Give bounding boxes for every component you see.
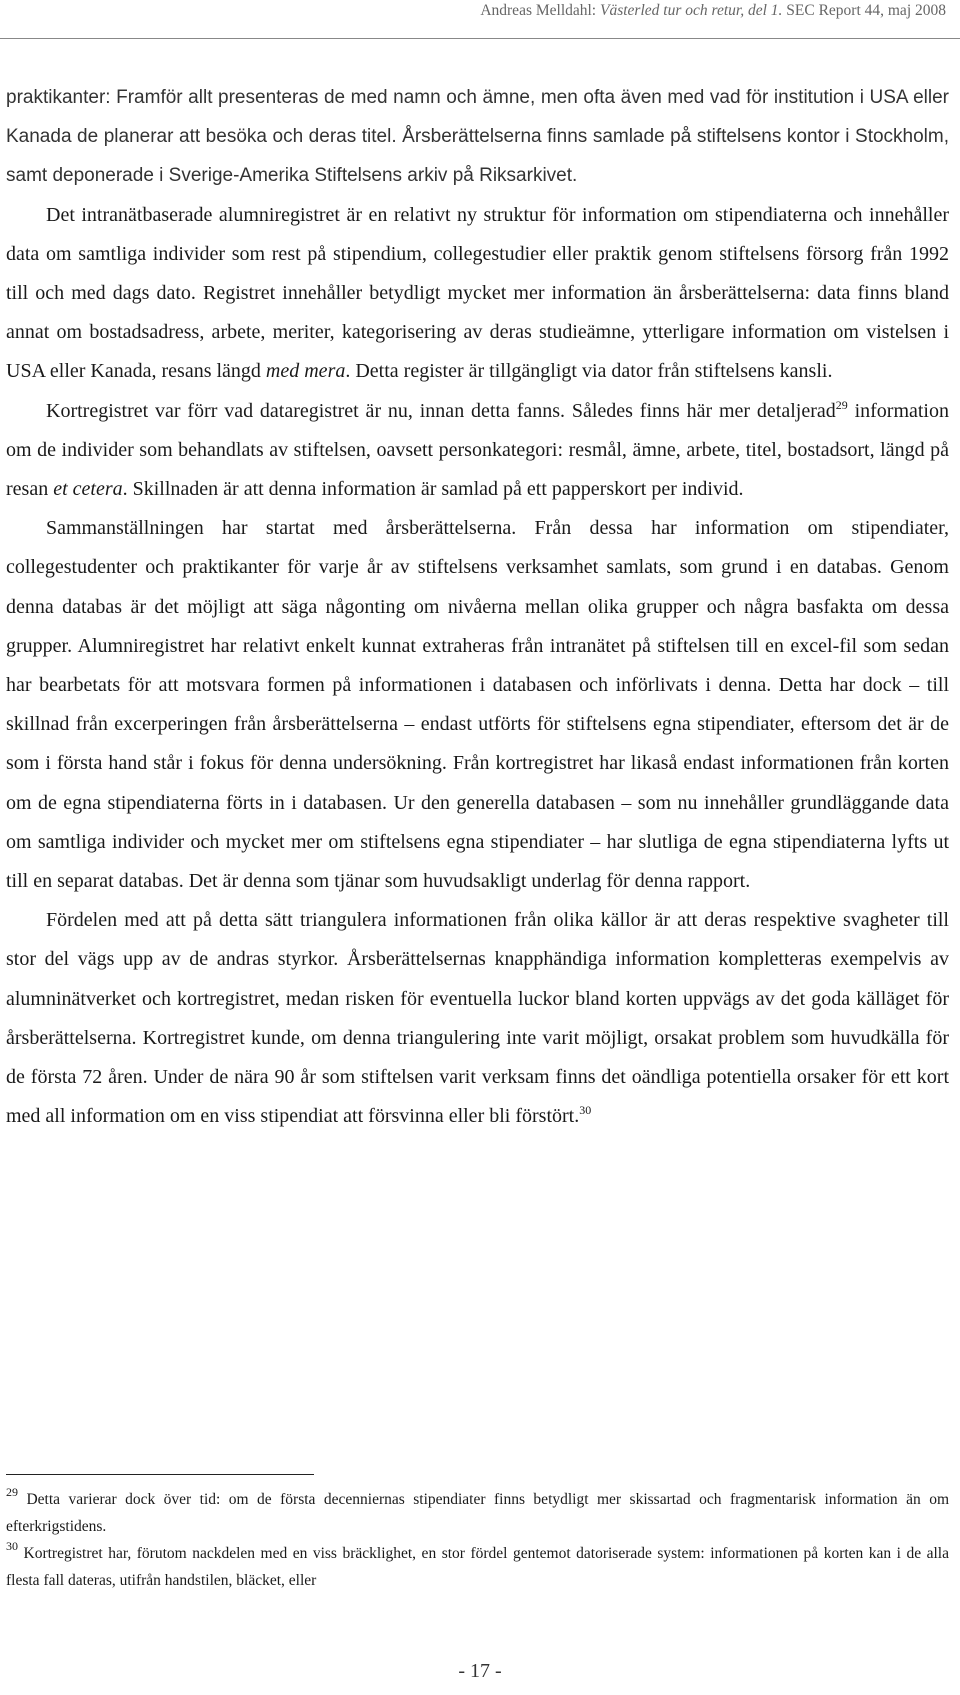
header-title: Västerled tur och retur, del 1. <box>600 2 783 19</box>
paragraph-2-part-b: . Detta register är tillgängligt via dator från stiftelsens kansli. <box>345 360 833 383</box>
footnote-29-number: 29 <box>6 1485 18 1499</box>
paragraph-3-part-b: information om de individer som behandlats av stiftelsen, oavsett personkategori: resmål, ämne, arbete, titel, bostadsort, längd på resan <box>6 399 949 501</box>
footnote-29 <box>6 1486 949 1540</box>
paragraph-2-part-a: Det intranätbaserade alumniregistret är en relativt ny struktur för information om stipendiaterna och innehåller data om samtliga individer som rest på stipendium, collegestudier eller praktik genom stiftelsens försorg från 1992 till och med dags dato. Registret innehåller betydligt mycket mer information än årsberättelserna: data finns bland annat om bostadsadress, arbete, meriter, kategorisering av deras studieämne, ytterligare information om vistelsen i USA eller Kanada, resans längd <box>6 203 949 383</box>
paragraph-3-italic: et cetera <box>53 478 123 501</box>
paragraph-1-part-b: Årsberättelserna finns samlade på stiftelsens kontor i Stockholm, samt deponerade i Sverige-Amerika Stiftelsens arkiv på Riksarkivet. <box>6 126 950 187</box>
header-author: Andreas Melldahl: <box>480 2 600 19</box>
page-number: - 17 - <box>458 1660 502 1682</box>
footnote-30-number: 30 <box>6 1539 18 1553</box>
paragraph-1-part-a: praktikanter: Framför allt presenteras de med namn och ämne, men ofta även med vad för institution i USA eller Kanada de planerar att besöka och deras titel. <box>6 87 949 148</box>
footnote-30 <box>6 1540 949 1594</box>
footnote-ref-30[interactable]: 30 <box>579 1103 592 1118</box>
paragraph-1 <box>6 78 949 196</box>
paragraph-3-part-c: . Skillnaden är att denna information är samlad på ett papperskort per individ. <box>122 478 744 501</box>
paragraph-3 <box>6 392 949 510</box>
running-header <box>480 2 946 20</box>
footnote-29-text: Detta varierar dock över tid: om de första decenniernas stipendiater finns betydligt mer skissartad och fragmentarisk information än om efterkrigstidens. <box>6 1491 949 1535</box>
header-rule <box>0 38 960 39</box>
paragraph-3-part-a: Kortregistret var förr vad dataregistret är nu, innan detta fanns. Således finns här mer detaljerad <box>46 399 836 422</box>
footnote-ref-29[interactable]: 29 <box>835 397 848 412</box>
paragraph-2 <box>6 196 949 392</box>
footnote-30-text: Kortregistret har, förutom nackdelen med en viss bräcklighet, en stor fördel gentemot datoriserade system: informationen på korten kan i de alla flesta fall dateras, utifrån handstilen, bläcket, eller <box>6 1545 949 1589</box>
paragraph-5-text: Fördelen med att på detta sätt triangulera informationen från olika källor är att deras respektive svagheter till stor del vägs upp av de andras styrkor. Årsberättelsernas knapphändiga information kompletteras exempelvis av alumninätverket och kortregistret, medan risken för eventuella luckor bland korten uppvägs av det goda källäget för årsberättelserna. Kortregistret kunde, om denna triangulering inte varit möjligt, orsakat problem som huvudkälla för de första 72 åren. Under de nära 90 år som stiftelsen varit verksam finns det oändliga potentiella orsaker för ett kort med all information om en viss stipendiat att försvinna eller bli förstört. <box>6 909 949 1128</box>
header-report: SEC Report 44, maj 2008 <box>782 2 946 19</box>
paragraph-2-italic: med mera <box>265 360 346 383</box>
paragraph-5 <box>6 901 949 1136</box>
body-text <box>6 78 949 1136</box>
paragraph-4: Sammanställningen har startat med årsberättelserna. Från dessa har information om stipendiater, collegestudenter och praktikanter för varje år av stiftelsens verksamhet samlats, som grund i en databas. Genom denna databas är det möjligt att säga någonting om nivåerna mellan olika grupper och några basfakta om dessa grupper. Alumniregistret har relativt enkelt kunnat extraheras från intranätet på stiftelsen till en excel-fil som sedan har bearbetats för att motsvara formen på informationen i databasen och införlivats i denna. Detta har dock – till skillnad från excerperingen från årsberättelserna – endast utförts för stiftelsens egna stipendiater, eftersom det är de som i första hand står i fokus för denna undersökning. Från kortregistret har likaså endast informationen från korten om de egna stipendiaterna förts in i databasen. Ur den generella databasen – som nu innehåller grundläggande data om samtliga individer och mycket mer om stiftelsens egna stipendiater – har slutliga de egna stipendiaterna lyfts ut till en separat databas. Det är denna som tjänar som huvudsakligt underlag för denna rapport. <box>6 517 949 893</box>
footnotes <box>6 1486 949 1594</box>
footnote-rule <box>6 1474 314 1475</box>
